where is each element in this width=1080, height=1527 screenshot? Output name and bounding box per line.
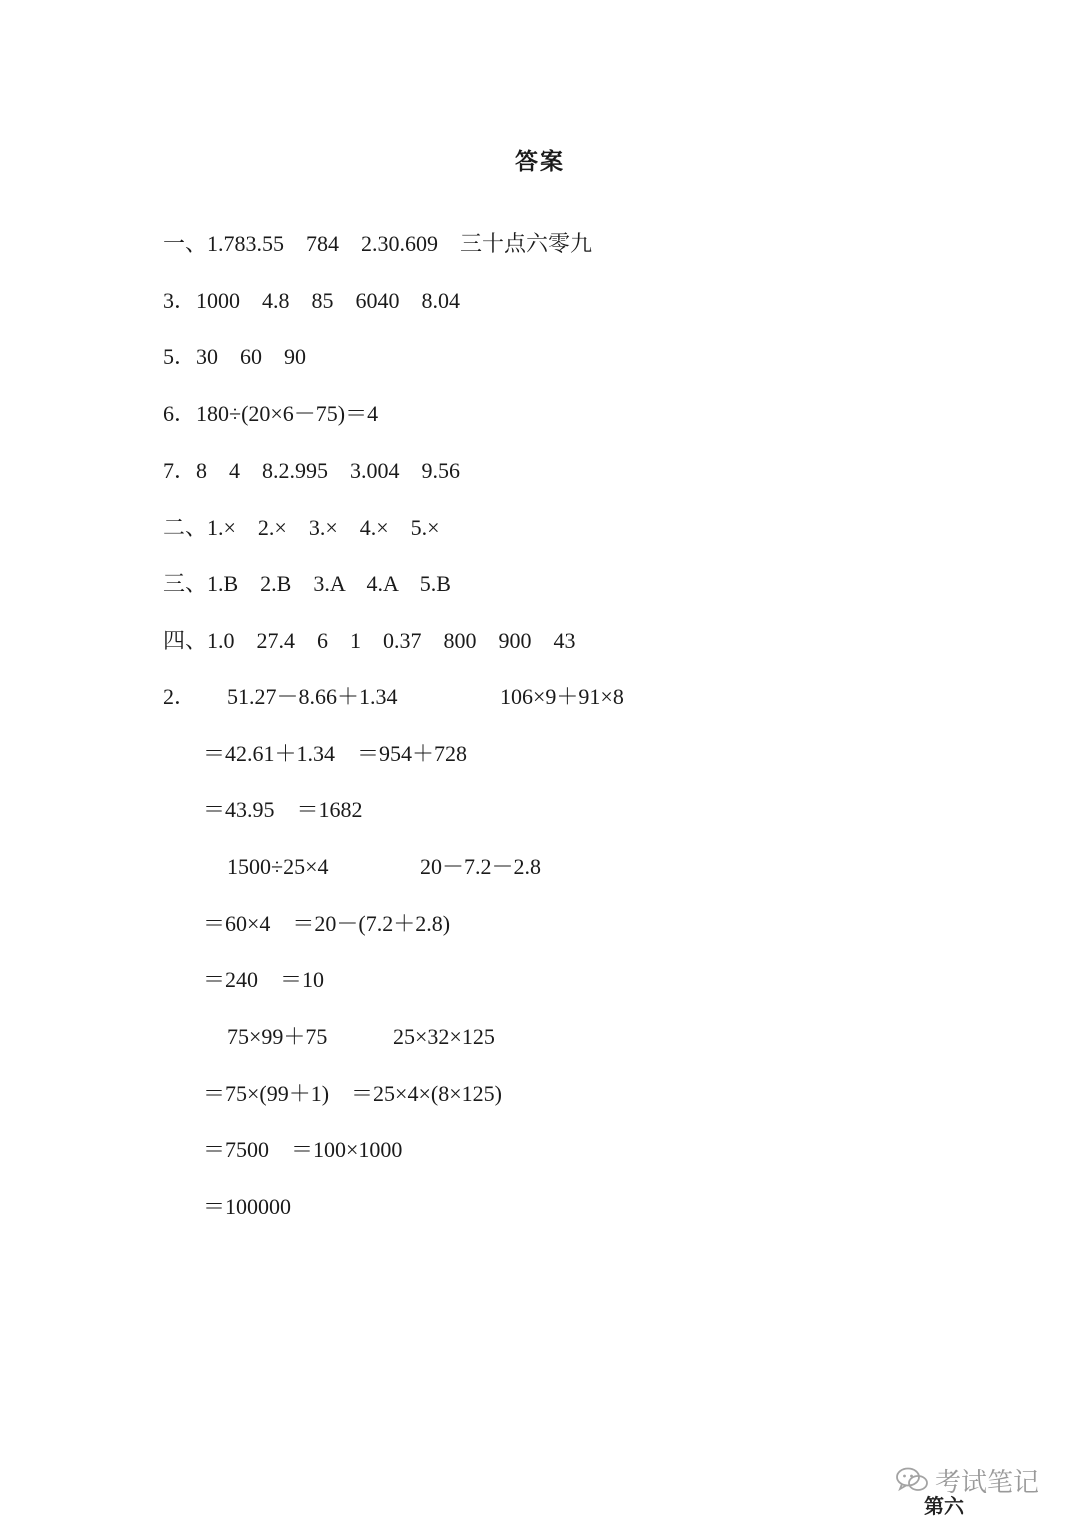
- answer-line-5: 7．8 4 8.2.995 3.004 9.56: [163, 458, 461, 483]
- calc-step: ＝42.61＋1.34 ＝954＋728: [203, 741, 468, 766]
- answer-line-7: 三、1.B 2.B 3.A 4.A 5.B: [163, 571, 451, 596]
- watermark: [895, 1460, 1039, 1500]
- page-title: 答案: [515, 149, 565, 175]
- answer-line-8: 四、1.0 27.4 6 1 0.37 800 900 43: [163, 628, 576, 653]
- calc-step: ＝43.95 ＝1682: [203, 797, 363, 822]
- page-number: 第六: [924, 1494, 964, 1518]
- calc-step: ＝7500 ＝100×1000: [203, 1137, 403, 1162]
- calc-section-label: 2．: [163, 684, 197, 709]
- calc-step: ＝100000: [203, 1194, 292, 1219]
- calc-step: ＝240 ＝10: [203, 967, 325, 992]
- calc-expression-3: 1500÷25×4: [227, 854, 329, 879]
- answer-line-3: 5．30 60 90: [163, 344, 307, 369]
- answer-line-1: 一、1.783.55 784 2.30.609 三十点六零九: [163, 231, 593, 256]
- calc-step: ＝60×4 ＝20－(7.2＋2.8): [203, 911, 451, 936]
- calc-expression-1: 51.27－8.66＋1.34: [227, 684, 398, 709]
- calc-expression-6: 25×32×125: [393, 1024, 495, 1049]
- watermark-text: 考试笔记: [935, 1467, 1040, 1498]
- calc-expression-2: 106×9＋91×8: [500, 684, 624, 709]
- answer-line-4: 6．180÷(20×6－75)＝4: [163, 401, 379, 426]
- calc-expression-4: 20－7.2－2.8: [420, 854, 542, 879]
- wechat-icon: [895, 1466, 929, 1494]
- calc-step: ＝75×(99＋1) ＝25×4×(8×125): [203, 1081, 502, 1106]
- answer-line-6: 二、1.× 2.× 3.× 4.× 5.×: [163, 515, 440, 540]
- answer-line-2: 3．1000 4.8 85 6040 8.04: [163, 288, 461, 313]
- calc-expression-5: 75×99＋75: [227, 1024, 328, 1049]
